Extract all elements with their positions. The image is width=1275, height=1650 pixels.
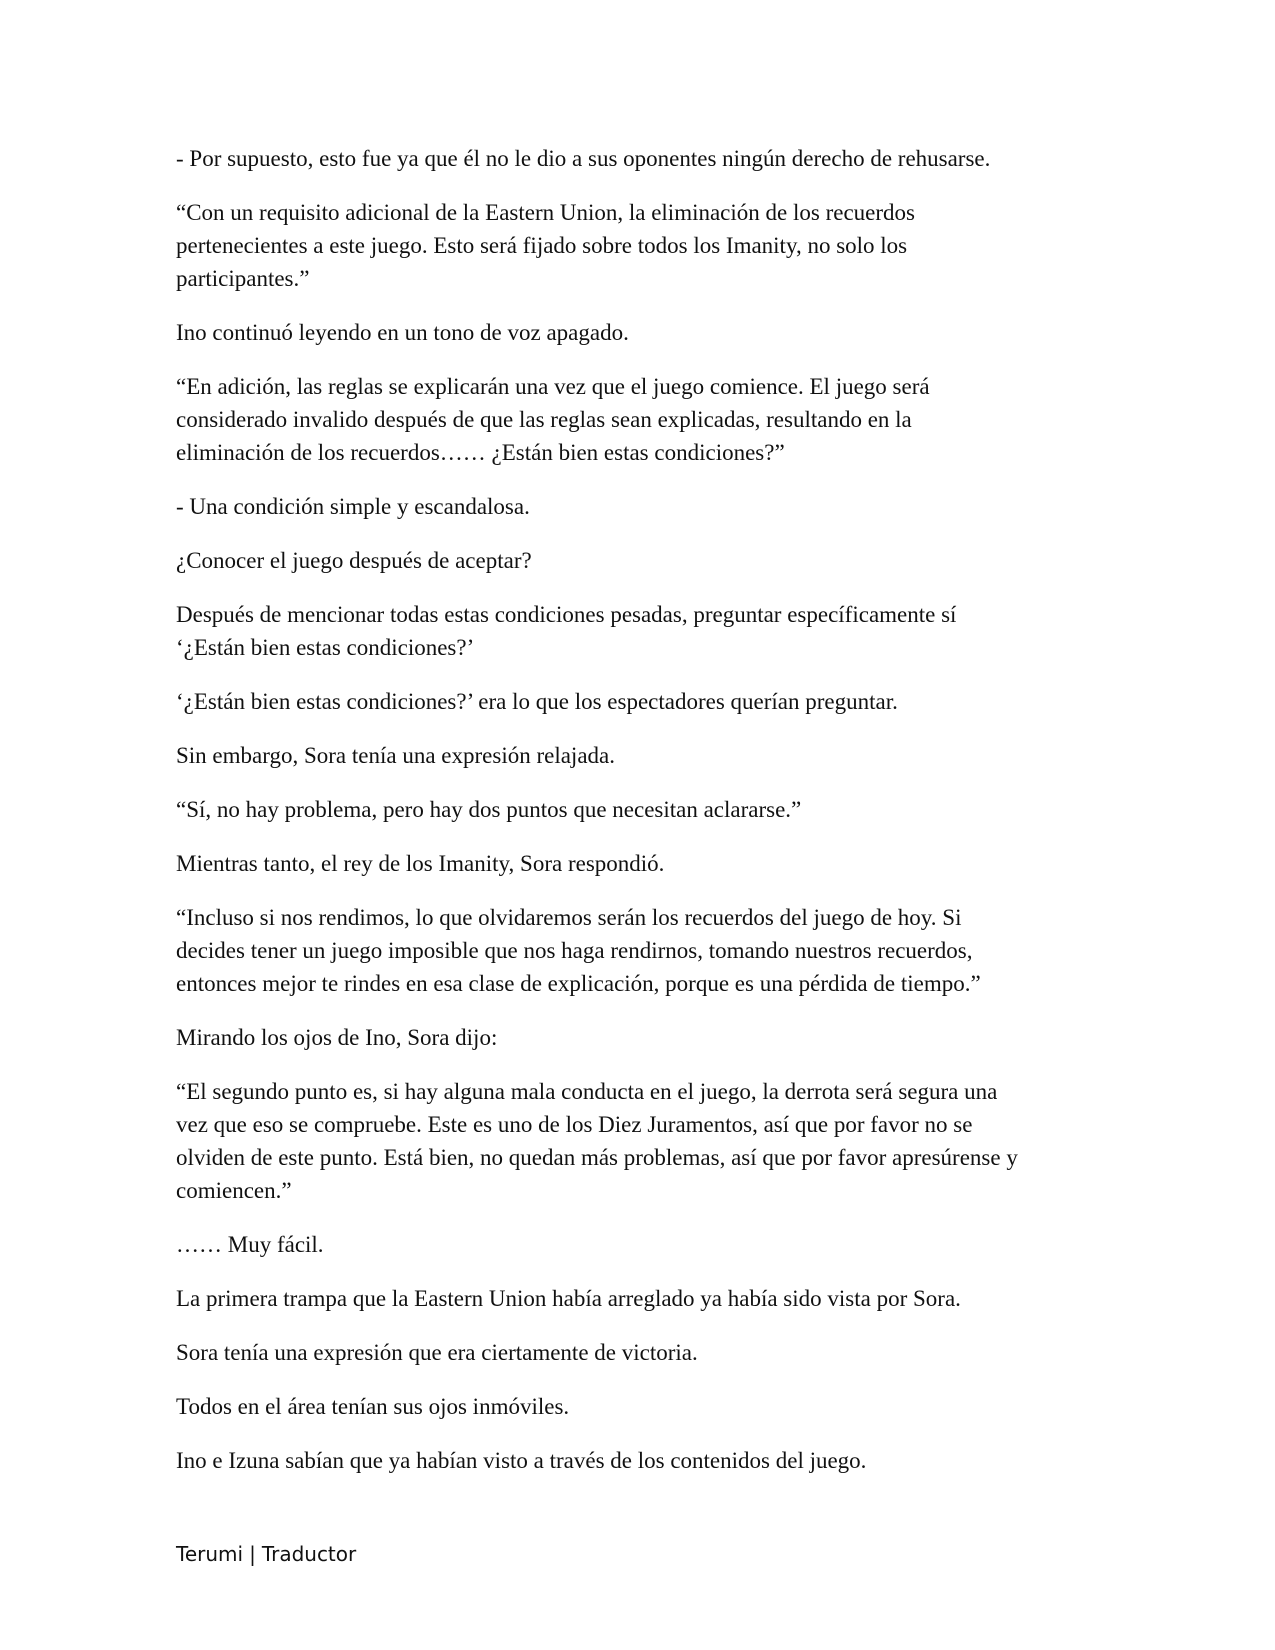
paragraph: “El segundo punto es, si hay alguna mala conducta en el juego, la derrota será segura una vez que eso se compruebe. Este es uno de los Diez Juramentos, así que por favor no se olviden de este punto. Está bien, no quedan más problemas, así que por favor apresúrense y comiencen.” <box>176 1079 1018 1203</box>
paragraph: “Sí, no hay problema, pero hay dos puntos que necesitan aclararse.” <box>176 797 802 822</box>
paragraph: “Incluso si nos rendimos, lo que olvidaremos serán los recuerdos del juego de hoy. Si decides tener un juego imposible que nos haga rendirnos, tomando nuestros recuerdos, entonces mejor te rindes en esa clase de explicación, porque es una pérdida de tiempo.” <box>176 905 981 996</box>
paragraph: La primera trampa que la Eastern Union había arreglado ya había sido vista por Sora. <box>176 1286 961 1311</box>
paragraph: Después de mencionar todas estas condiciones pesadas, preguntar específicamente sí ‘¿Están bien estas condiciones?’ <box>176 602 957 660</box>
footer-name: Terumi <box>176 1542 244 1566</box>
paragraph: Todos en el área tenían sus ojos inmóviles. <box>176 1394 570 1419</box>
paragraph: “Con un requisito adicional de la Eastern Union, la eliminación de los recuerdos pertenecientes a este juego. Esto será fijado sobre todos los Imanity, no solo los participantes.” <box>176 200 915 291</box>
paragraph: Mientras tanto, el rey de los Imanity, Sora respondió. <box>176 851 665 876</box>
paragraph: - Una condición simple y escandalosa. <box>176 494 530 519</box>
document-body <box>176 142 1106 1498</box>
paragraph: Mirando los ojos de Ino, Sora dijo: <box>176 1025 498 1050</box>
paragraph: Ino e Izuna sabían que ya habían visto a través de los contenidos del juego. <box>176 1448 867 1473</box>
paragraph: Sin embargo, Sora tenía una expresión relajada. <box>176 743 615 768</box>
footer-role: Traductor <box>261 1542 357 1566</box>
paragraph: ‘¿Están bien estas condiciones?’ era lo que los espectadores querían preguntar. <box>176 689 898 714</box>
paragraph: Ino continuó leyendo en un tono de voz apagado. <box>176 320 629 345</box>
paragraph: ¿Conocer el juego después de aceptar? <box>176 548 532 573</box>
paragraph: Sora tenía una expresión que era ciertamente de victoria. <box>176 1340 698 1365</box>
paragraph: …… Muy fácil. <box>176 1232 324 1257</box>
footer-separator: | <box>249 1542 256 1566</box>
page-footer <box>176 1541 356 1567</box>
paragraph: “En adición, las reglas se explicarán una vez que el juego comience. El juego será considerado invalido después de que las reglas sean explicadas, resultando en la eliminación de los recuerdos…… ¿Están bien estas condiciones?” <box>176 374 930 465</box>
paragraph: - Por supuesto, esto fue ya que él no le dio a sus oponentes ningún derecho de rehusarse. <box>176 146 991 171</box>
